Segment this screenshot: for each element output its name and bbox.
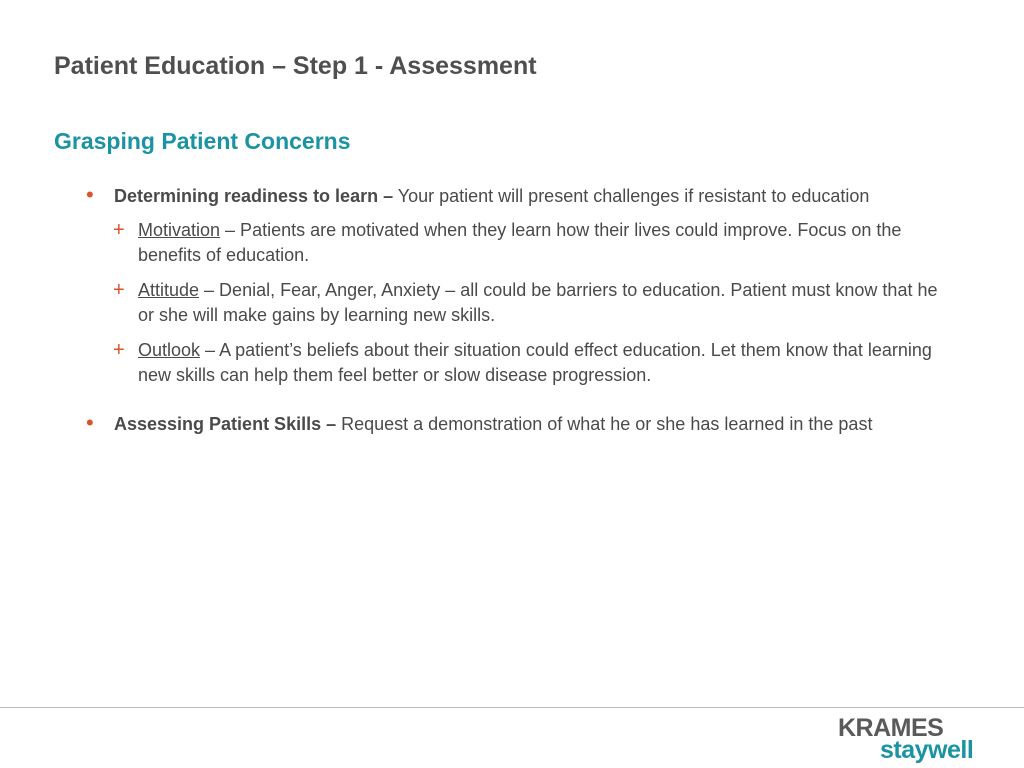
bullet-text: Your patient will present challenges if resistant to education bbox=[393, 186, 870, 206]
sub-item-text: – A patient’s beliefs about their situation could effect education. Let them know that learning new skills can help them feel better or slow disease progression. bbox=[138, 340, 932, 385]
sub-list bbox=[113, 218, 944, 388]
slide-subtitle: Grasping Patient Concerns bbox=[54, 128, 351, 154]
logo-text-staywell: staywell bbox=[880, 736, 974, 764]
krames-staywell-logo bbox=[838, 714, 978, 764]
bullet-readiness bbox=[0, 184, 944, 388]
sub-item-term: Attitude bbox=[138, 280, 200, 300]
sub-item-term: Motivation bbox=[138, 220, 221, 240]
sub-item-attitude bbox=[113, 278, 938, 328]
slide-title: Patient Education – Step 1 - Assessment bbox=[54, 52, 537, 80]
bullet-dot-icon: • bbox=[86, 410, 94, 435]
sub-item-text: – Patients are motivated when they learn how their lives could improve. Focus on the benefits of education. bbox=[138, 220, 902, 265]
bullet-list bbox=[0, 184, 1024, 437]
bullet-text: Request a demonstration of what he or she has learned in the past bbox=[336, 414, 873, 434]
footer-divider bbox=[0, 707, 1024, 708]
sub-item-text: – Denial, Fear, Anger, Anxiety – all could be barriers to education. Patient must know that he or she will make gains by learning new skills. bbox=[138, 280, 938, 325]
bullet-dot-icon: • bbox=[86, 182, 94, 207]
plus-icon: + bbox=[113, 219, 125, 241]
sub-item-term: Outlook bbox=[138, 340, 201, 360]
bullet-lead: Assessing Patient Skills – bbox=[114, 414, 337, 434]
plus-icon: + bbox=[113, 339, 125, 361]
bullet-skills bbox=[0, 412, 944, 437]
logo-text-krames: KRAMES bbox=[838, 714, 944, 742]
bullet-lead: Determining readiness to learn – bbox=[114, 186, 394, 206]
sub-item-outlook bbox=[113, 338, 938, 388]
sub-item-motivation bbox=[113, 218, 938, 268]
plus-icon: + bbox=[113, 279, 125, 301]
